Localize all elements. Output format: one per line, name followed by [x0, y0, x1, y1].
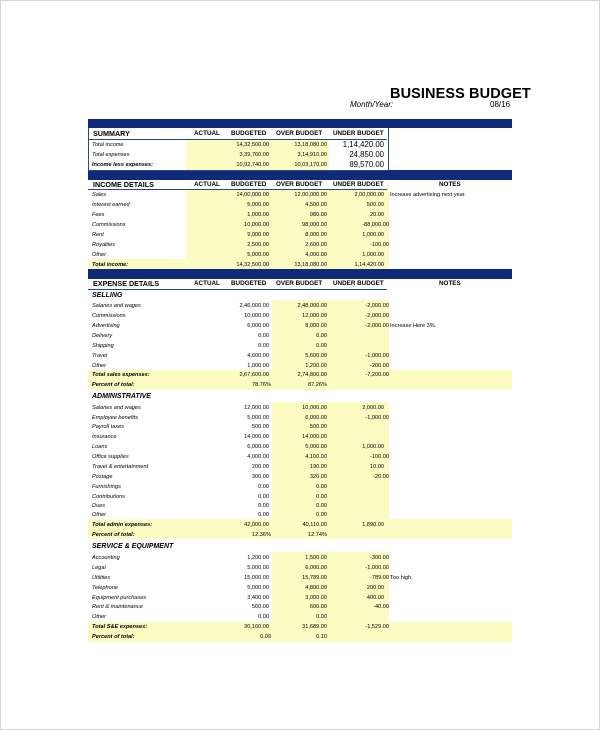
table-row — [1, 220, 600, 230]
col-budgeted: BUDGETED — [231, 181, 267, 188]
table-row — [1, 482, 600, 492]
row-label: Travel — [92, 353, 108, 359]
row-label: Total income — [92, 142, 124, 148]
row-label: Percent of total: — [92, 634, 135, 640]
over-budget-cell: 10.00 — [370, 464, 384, 470]
table-row — [1, 563, 600, 573]
under-budget-cell: -1,529.00 — [365, 624, 389, 630]
row-label: Furnishings — [92, 484, 121, 490]
total-row — [1, 622, 600, 632]
row-label: Delivery — [92, 333, 113, 339]
row-label: Salaries and wages — [92, 405, 141, 411]
actual-cell: 78.76% — [252, 382, 271, 388]
note-cell: Too high. — [390, 575, 413, 581]
actual-cell: 0.00 — [258, 614, 269, 620]
table-row — [1, 442, 600, 452]
col-under-budget: UNDER BUDGET — [333, 130, 384, 137]
col-actual: ACTUAL — [194, 280, 220, 287]
table-row — [1, 341, 600, 351]
budgeted-cell: 0.00 — [316, 484, 327, 490]
over-budget-cell: 200.00 — [366, 585, 384, 591]
total-row — [1, 520, 600, 530]
actual-cell: 14,32,500.00 — [236, 262, 269, 268]
budgeted-cell: 87.26% — [308, 382, 327, 388]
row-label: Rent & maintenance — [92, 604, 143, 610]
percent-row — [1, 530, 600, 540]
table-row — [1, 452, 600, 462]
table-row — [1, 240, 600, 250]
over-budget-cell: 24,850.00 — [349, 150, 384, 159]
col-over-budget: OVER BUDGET — [276, 181, 323, 188]
row-label: SELLING — [92, 292, 123, 299]
actual-cell: 42,000.00 — [244, 522, 269, 528]
under-budget-cell: -200.00 — [370, 363, 389, 369]
budgeted-cell: 2,74,800.00 — [297, 372, 327, 378]
row-label: Legal — [92, 565, 106, 571]
table-row — [1, 583, 600, 593]
actual-cell: 14,000.00 — [244, 434, 269, 440]
income-band — [88, 170, 512, 180]
budgeted-cell: 4,800.00 — [305, 585, 327, 591]
row-label: Other — [92, 252, 106, 258]
under-budget-cell: -1,000.00 — [365, 415, 389, 421]
row-label: Salaries and wages — [92, 303, 141, 309]
row-label: Income less expenses: — [92, 162, 153, 168]
row-label: Postage — [92, 474, 113, 480]
note-cell: Increase Here 3%. — [390, 323, 437, 329]
actual-cell: 3,39,760.00 — [239, 152, 269, 158]
row-label: Other — [92, 363, 106, 369]
table-row — [1, 250, 600, 260]
table-row — [1, 422, 600, 432]
budgeted-cell: 980.00 — [309, 212, 327, 218]
actual-cell: 30,160.00 — [244, 624, 269, 630]
actual-cell: 5,000.00 — [247, 202, 269, 208]
actual-cell: 4,600.00 — [247, 353, 269, 359]
budgeted-cell: 12.74% — [308, 532, 327, 538]
actual-cell: 4,000.00 — [247, 454, 269, 460]
actual-cell: 10,92,740.00 — [236, 162, 269, 168]
row-label: Sales — [92, 192, 106, 198]
under-budget-cell: -100.00 — [370, 454, 389, 460]
row-label: Commissions — [92, 222, 126, 228]
budgeted-cell: 4,100.00 — [305, 454, 327, 460]
month-year-value: 08/16 — [490, 100, 511, 109]
over-budget-cell: 1,890.00 — [362, 522, 384, 528]
subsection-heading — [1, 542, 600, 552]
row-label: Shipping — [92, 343, 114, 349]
income-heading: INCOME DETAILS — [93, 180, 154, 189]
row-label: Fees — [92, 212, 105, 218]
budgeted-cell: 13,18,080.00 — [294, 142, 327, 148]
under-budget-cell: -88,000.00 — [362, 222, 389, 228]
actual-cell: 12.36% — [252, 532, 271, 538]
budgeted-cell: 6,000.00 — [305, 565, 327, 571]
under-budget-cell: -100.00 — [370, 242, 389, 248]
table-row — [1, 200, 600, 210]
actual-cell: 6,000.00 — [247, 323, 269, 329]
table-row — [1, 573, 600, 583]
actual-cell: 1,000.00 — [247, 363, 269, 369]
table-row — [1, 472, 600, 482]
budgeted-cell: 1,200.00 — [305, 363, 327, 369]
over-budget-cell: 500.00 — [366, 202, 384, 208]
budgeted-cell: 6,000.00 — [305, 415, 327, 421]
table-row — [1, 510, 600, 520]
percent-row — [1, 380, 600, 390]
actual-cell: 2,46,000.00 — [239, 303, 269, 309]
actual-cell: 5,000.00 — [247, 565, 269, 571]
col-over-budget: OVER BUDGET — [276, 280, 323, 287]
budgeted-cell: 15,789.00 — [302, 575, 327, 581]
expense-rule — [88, 289, 387, 290]
budgeted-cell: 8,000.00 — [305, 323, 327, 329]
budgeted-cell: 3,000.00 — [305, 595, 327, 601]
subsection-heading — [1, 291, 600, 301]
col-actual: ACTUAL — [194, 181, 220, 188]
table-row — [1, 311, 600, 321]
budgeted-cell: 0.00 — [316, 503, 327, 509]
under-budget-cell: -20.00 — [373, 474, 389, 480]
actual-cell: 9,000.00 — [247, 232, 269, 238]
row-label: Interest earned — [92, 202, 130, 208]
over-budget-cell: 1,14,420.00 — [354, 262, 384, 268]
actual-cell: 0.00 — [258, 484, 269, 490]
budgeted-cell: 4,500.00 — [305, 202, 327, 208]
actual-cell: 0.00 — [258, 494, 269, 500]
actual-cell: 1,000.00 — [247, 212, 269, 218]
total-row — [1, 260, 600, 270]
actual-cell: 12,000.00 — [244, 405, 269, 411]
row-label: Office supplies — [92, 454, 129, 460]
row-label: Payroll taxes — [92, 424, 125, 430]
budgeted-cell: 13,18,080.00 — [294, 262, 327, 268]
row-label: Loans — [92, 444, 108, 450]
month-year-label: Month/Year: — [350, 100, 394, 109]
actual-cell: 5,000.00 — [247, 415, 269, 421]
over-budget-cell: 1,000.00 — [362, 252, 384, 258]
budgeted-cell: 0.00 — [316, 333, 327, 339]
row-label: Commissions — [92, 313, 126, 319]
row-label: Percent of total: — [92, 382, 135, 388]
actual-cell: 2,500.00 — [247, 242, 269, 248]
budgeted-cell: 0.00 — [316, 343, 327, 349]
actual-cell: 6,000.00 — [247, 444, 269, 450]
actual-cell: 10,000.00 — [244, 313, 269, 319]
row-label: Travel & entertainment — [92, 464, 149, 470]
row-label: Rent — [92, 232, 104, 238]
percent-row — [1, 632, 600, 642]
actual-cell: 500.00 — [251, 424, 269, 430]
budgeted-cell: 0.00 — [316, 494, 327, 500]
budgeted-cell: 2,48,000.00 — [297, 303, 327, 309]
col-over-budget: OVER BUDGET — [276, 130, 323, 137]
actual-cell: 14,00,000.00 — [236, 192, 269, 198]
budgeted-cell: 0.00 — [316, 512, 327, 518]
table-row — [1, 321, 600, 331]
under-budget-cell: -2,000.00 — [365, 313, 389, 319]
actual-cell: 5,000.00 — [247, 252, 269, 258]
row-label: Accounting — [92, 555, 120, 561]
budgeted-cell: 98,000.00 — [302, 222, 327, 228]
col-budgeted: BUDGETED — [231, 130, 267, 137]
row-label: Other — [92, 614, 106, 620]
row-label: ADMINISTRATIVE — [92, 393, 151, 400]
subsection-heading — [1, 392, 600, 402]
budgeted-cell: 3,14,910.00 — [297, 152, 327, 158]
col-actual: ACTUAL — [194, 130, 220, 137]
under-budget-cell: -40.00 — [373, 604, 389, 610]
over-budget-cell: 400.00 — [366, 595, 384, 601]
budgeted-cell: 14,000.00 — [302, 434, 327, 440]
budgeted-cell: 12,000.00 — [302, 313, 327, 319]
table-row — [1, 301, 600, 311]
table-row — [1, 351, 600, 361]
col-notes: NOTES — [439, 181, 461, 188]
budgeted-cell: 0.00 — [316, 614, 327, 620]
budgeted-cell: 500.00 — [309, 424, 327, 430]
row-label: Total S&E expenses: — [92, 624, 148, 630]
budgeted-cell: 4,000.00 — [305, 252, 327, 258]
actual-cell: 560.00 — [251, 604, 269, 610]
budgeted-cell: 2,600.00 — [305, 242, 327, 248]
over-budget-cell: 89,570.00 — [349, 160, 384, 169]
actual-cell: 3,400.00 — [247, 595, 269, 601]
expense-band — [88, 269, 512, 279]
table-row — [1, 331, 600, 341]
row-label: Utilities — [92, 575, 111, 581]
over-budget-cell: 1,000.00 — [362, 232, 384, 238]
actual-cell: 10,000.00 — [244, 222, 269, 228]
under-budget-cell: -2,000.00 — [365, 303, 389, 309]
row-label: Total expenses — [92, 152, 130, 158]
budgeted-cell: 40,110.00 — [302, 522, 327, 528]
row-label: Advertising — [92, 323, 120, 329]
budgeted-cell: 190.00 — [309, 464, 327, 470]
row-label: Dues — [92, 503, 106, 509]
col-notes: NOTES — [439, 280, 461, 287]
row-label: SERVICE & EQUIPMENT — [92, 543, 174, 550]
row-label: Percent of total: — [92, 532, 135, 538]
under-budget-cell: -789.00 — [370, 575, 389, 581]
actual-cell: 1,200.00 — [247, 555, 269, 561]
note-cell: Increase advertising next year. — [390, 192, 466, 198]
table-row — [1, 150, 600, 160]
budgeted-cell: 1,500.00 — [305, 555, 327, 561]
table-row — [1, 160, 600, 170]
table-row — [1, 553, 600, 563]
actual-cell: 300.00 — [251, 474, 269, 480]
actual-cell: 0.00 — [258, 343, 269, 349]
row-label: Insurance — [92, 434, 117, 440]
table-row — [1, 612, 600, 622]
over-budget-cell: 2,00,000.00 — [354, 192, 384, 198]
total-row — [1, 370, 600, 380]
budgeted-cell: 5,600.00 — [305, 353, 327, 359]
expense-heading: EXPENSE DETAILS — [93, 279, 160, 288]
table-row — [1, 602, 600, 612]
actual-cell: 0.09 — [260, 634, 271, 640]
budgeted-cell: 8,000.00 — [305, 232, 327, 238]
under-budget-cell: -7,200.00 — [365, 372, 389, 378]
actual-cell: 0.00 — [258, 503, 269, 509]
row-label: Contributions — [92, 494, 125, 500]
summary-heading: SUMMARY — [93, 129, 130, 138]
row-label: Royalties — [92, 242, 116, 248]
under-budget-cell: -1,000.00 — [365, 353, 389, 359]
row-label: Total sales expenses: — [92, 372, 150, 378]
under-budget-cell: -2,000.00 — [365, 323, 389, 329]
table-row — [1, 230, 600, 240]
under-budget-cell: -1,000.00 — [365, 565, 389, 571]
actual-cell: 15,000.00 — [244, 575, 269, 581]
under-budget-cell: -300.00 — [370, 555, 389, 561]
table-row — [1, 190, 600, 200]
budgeted-cell: 320.00 — [309, 474, 327, 480]
row-label: Employee benefits — [92, 415, 139, 421]
budgeted-cell: 10,03,170.00 — [294, 162, 327, 168]
budgeted-cell: 5,000.00 — [305, 444, 327, 450]
over-budget-cell: 1,000.00 — [362, 444, 384, 450]
actual-cell: 14,32,500.00 — [236, 142, 269, 148]
col-under-budget: UNDER BUDGET — [333, 280, 384, 287]
summary-band — [88, 119, 512, 128]
table-row — [1, 432, 600, 442]
actual-cell: 0.00 — [258, 512, 269, 518]
table-row — [1, 462, 600, 472]
budgeted-cell: 10,000.00 — [302, 405, 327, 411]
actual-cell: 0.00 — [258, 333, 269, 339]
col-budgeted: BUDGETED — [231, 280, 267, 287]
row-label: Telephone — [92, 585, 118, 591]
row-label: Total admin expenses: — [92, 522, 153, 528]
actual-cell: 200.00 — [251, 464, 269, 470]
over-budget-cell: 2,000.00 — [362, 405, 384, 411]
row-label: Equipment purchases — [92, 595, 147, 601]
actual-cell: 2,67,600.00 — [239, 372, 269, 378]
budgeted-cell: 12,00,000.00 — [294, 192, 327, 198]
table-row — [1, 210, 600, 220]
over-budget-cell: 1,14,420.00 — [342, 140, 384, 149]
col-under-budget: UNDER BUDGET — [333, 181, 384, 188]
budgeted-cell: 600.00 — [309, 604, 327, 610]
row-label: Total income: — [92, 262, 129, 268]
row-label: Other — [92, 512, 106, 518]
table-row — [1, 403, 600, 413]
over-budget-cell: 20.00 — [370, 212, 384, 218]
budgeted-cell: 31,689.00 — [302, 624, 327, 630]
budgeted-cell: 0.10 — [316, 634, 327, 640]
table-row — [1, 140, 600, 150]
actual-cell: 5,000.00 — [247, 585, 269, 591]
page-title: BUSINESS BUDGET — [390, 86, 531, 102]
